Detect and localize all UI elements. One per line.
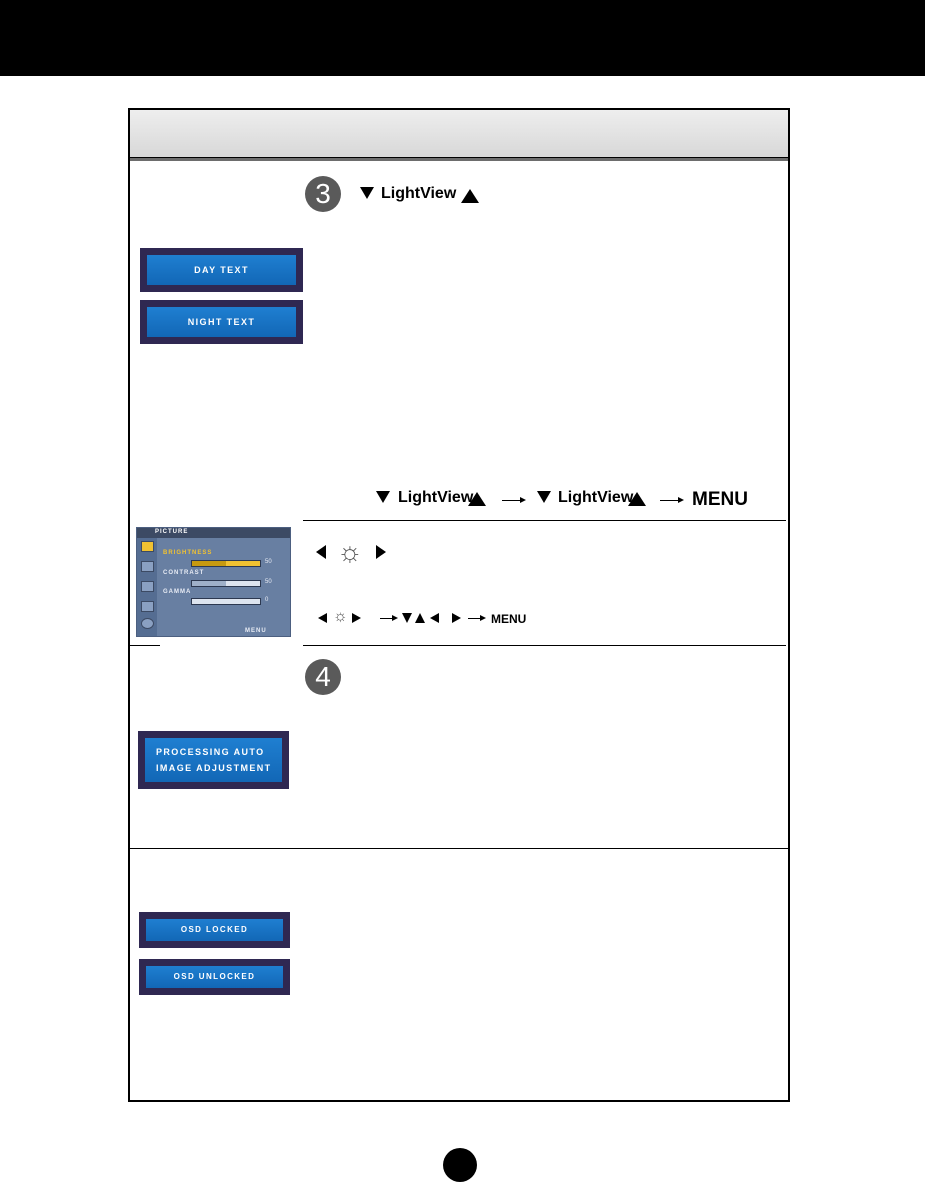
down-arrow-icon bbox=[402, 613, 412, 623]
sequence-menu: MENU bbox=[692, 489, 748, 510]
sequence-lightview-2: LightView bbox=[558, 489, 634, 506]
brightness-fill bbox=[192, 561, 226, 566]
brightness-icon: ☼ bbox=[337, 536, 363, 567]
left-arrow-icon bbox=[430, 613, 439, 623]
brightness-sequence-menu: MENU bbox=[491, 612, 527, 626]
position-icon bbox=[141, 581, 154, 592]
step-4-number: 4 bbox=[305, 659, 341, 695]
osd-unlocked bbox=[139, 959, 290, 995]
picture-icon bbox=[141, 541, 154, 552]
right-arrow-icon bbox=[502, 500, 524, 501]
section-header-bar bbox=[130, 110, 788, 161]
up-arrow-icon bbox=[628, 492, 646, 506]
left-arrow-icon bbox=[318, 613, 327, 623]
gamma-label: GAMMA bbox=[163, 589, 192, 595]
osd-night-text-label: NIGHT TEXT bbox=[187, 317, 256, 327]
contrast-fill bbox=[192, 581, 226, 586]
right-arrow-icon bbox=[660, 500, 682, 501]
divider bbox=[303, 645, 786, 646]
picture-menu-title: PICTURE bbox=[155, 529, 189, 535]
right-arrow-icon bbox=[376, 545, 386, 559]
left-arrow-icon bbox=[316, 545, 326, 559]
brightness-value: 50 bbox=[265, 559, 272, 565]
gamma-value: 0 bbox=[265, 597, 269, 603]
picture-menu-footer: MENU bbox=[245, 628, 267, 634]
right-arrow-icon bbox=[380, 618, 396, 619]
osd-auto-line-2: IMAGE ADJUSTMENT bbox=[156, 763, 272, 773]
divider bbox=[303, 520, 786, 521]
osd-night-text bbox=[140, 300, 303, 344]
gamma-bar bbox=[191, 598, 261, 605]
osd-locked bbox=[139, 912, 290, 948]
brightness-label: BRIGHTNESS bbox=[163, 550, 213, 556]
divider bbox=[130, 157, 788, 158]
contrast-label: CONTRAST bbox=[163, 570, 205, 576]
down-arrow-icon bbox=[376, 491, 390, 503]
setup-icon bbox=[141, 618, 154, 629]
divider bbox=[130, 848, 788, 849]
osd-day-text-label: DAY TEXT bbox=[194, 265, 249, 275]
page-number-badge bbox=[443, 1148, 477, 1182]
up-arrow-icon bbox=[415, 613, 425, 623]
right-arrow-icon bbox=[468, 618, 484, 619]
step-3-number: 3 bbox=[305, 176, 341, 212]
down-arrow-icon bbox=[360, 187, 374, 199]
down-arrow-icon bbox=[537, 491, 551, 503]
sequence-lightview-1: LightView bbox=[398, 489, 474, 506]
contrast-bar bbox=[191, 580, 261, 587]
right-arrow-icon bbox=[452, 613, 461, 623]
osd-day-text bbox=[140, 248, 303, 292]
divider bbox=[130, 645, 160, 646]
osd-auto-adjustment bbox=[138, 731, 289, 789]
page-header-bar bbox=[0, 0, 925, 76]
color-icon bbox=[141, 561, 154, 572]
osd-unlocked-label: OSD UNLOCKED bbox=[173, 972, 256, 981]
contrast-value: 50 bbox=[265, 579, 272, 585]
up-arrow-icon bbox=[461, 189, 479, 203]
right-arrow-icon bbox=[352, 613, 361, 623]
tracking-icon bbox=[141, 601, 154, 612]
osd-locked-label: OSD LOCKED bbox=[180, 925, 249, 934]
brightness-icon: ☼ bbox=[333, 608, 348, 625]
picture-menu-osd bbox=[136, 527, 291, 637]
osd-auto-line-1: PROCESSING AUTO bbox=[156, 747, 265, 757]
brightness-bar bbox=[191, 560, 261, 567]
up-arrow-icon bbox=[468, 492, 486, 506]
lightview-label: LightView bbox=[381, 185, 457, 202]
